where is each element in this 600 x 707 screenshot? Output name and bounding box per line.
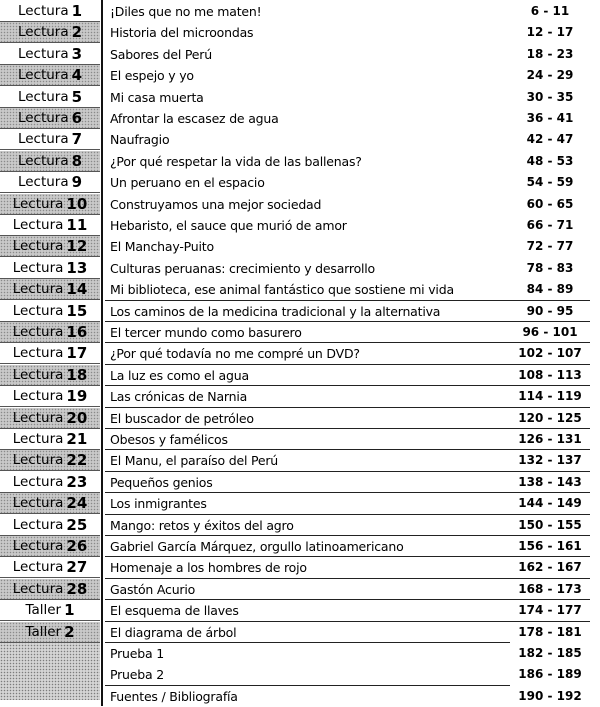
toc-row-label-word: Lectura (12, 217, 64, 233)
toc-row-label (0, 279, 100, 300)
toc-row-label-word: Lectura (12, 388, 64, 405)
toc-row (0, 600, 600, 621)
toc-row-title: Prueba 2 (110, 667, 164, 683)
toc-row-label-number: 24 (66, 494, 88, 513)
toc-row-label-number: 7 (71, 130, 83, 149)
toc-row-label-word: Lectura (17, 3, 69, 19)
toc-row-title: Prueba 1 (110, 646, 164, 661)
toc-row (0, 686, 600, 707)
toc-row-title: Un peruano en el espacio (110, 175, 265, 191)
toc-row-label-number: 17 (66, 344, 88, 363)
toc-row-label-number: 23 (66, 472, 88, 491)
toc-row (0, 365, 600, 386)
toc-row-title: Gastón Acurio (110, 581, 196, 597)
toc-row-label-number: 26 (66, 537, 88, 555)
toc-row-pages: 66 - 71 (526, 218, 574, 232)
toc-row-label-word: Lectura (12, 324, 64, 340)
toc-row (0, 429, 600, 450)
toc-row-label-word: Taller (25, 623, 62, 640)
toc-row-pages: 150 - 155 (518, 517, 582, 532)
toc-row-label (0, 87, 100, 108)
toc-row (0, 386, 600, 407)
toc-row (0, 258, 600, 279)
toc-row (0, 472, 600, 493)
toc-row-label (0, 65, 100, 86)
toc-row-label-word: Lectura (12, 238, 64, 255)
toc-row-label (0, 365, 100, 386)
toc-row-label (0, 343, 100, 364)
toc-row-label-word: Lectura (12, 345, 64, 362)
toc-row-label (0, 215, 100, 236)
toc-row (0, 215, 600, 236)
toc-row-label-word: Taller (25, 602, 62, 619)
toc-row-pages: 48 - 53 (526, 153, 574, 168)
toc-row (0, 579, 600, 600)
toc-row-label-word: Lectura (12, 281, 64, 298)
toc-row-label (0, 322, 100, 343)
toc-row-pages: 174 - 177 (518, 603, 582, 618)
toc-row-pages: 30 - 35 (526, 89, 574, 104)
toc-row-title: El buscador de petróleo (110, 410, 254, 426)
toc-row-pages: 42 - 47 (526, 132, 574, 147)
toc-row-pages: 84 - 89 (526, 282, 574, 297)
toc-row-pages: 60 - 65 (526, 196, 574, 211)
toc-row-label-number: 10 (66, 194, 88, 213)
toc-row-label-word: Lectura (12, 259, 64, 276)
toc-row (0, 279, 600, 300)
toc-row-title: Fuentes / Bibliografía (110, 688, 238, 704)
toc-row-pages: 114 - 119 (518, 389, 582, 404)
toc-row-pages: 96 - 101 (522, 325, 578, 339)
toc-row-title: Obesos y famélicos (110, 432, 228, 447)
toc-row-label-number: 2 (71, 23, 83, 42)
toc-row (0, 450, 600, 471)
toc-row-label-number: 11 (66, 216, 88, 234)
toc-row-label-word: Lectura (12, 366, 64, 383)
toc-row (0, 664, 600, 685)
toc-row-label (0, 536, 100, 557)
toc-row-label-number: 12 (66, 237, 88, 256)
toc-row-pages: 190 - 192 (518, 688, 582, 703)
toc-row-title: Homenaje a los hombres de rojo (110, 560, 307, 576)
toc-row-label-word: Lectura (17, 152, 69, 169)
toc-row-label-number: 25 (66, 515, 88, 534)
toc-row-label-number: 2 (64, 622, 75, 641)
toc-row-title: Gabriel García Márquez, orgullo latinoamericano (110, 539, 404, 554)
toc-row-label-word: Lectura (12, 495, 64, 512)
toc-row-title: Mi casa muerta (110, 89, 204, 105)
toc-row (0, 44, 600, 65)
toc-row (0, 65, 600, 86)
toc-row-pages: 120 - 125 (518, 410, 582, 425)
toc-row-title: Culturas peruanas: crecimiento y desarrollo (110, 260, 376, 276)
toc-row-label (0, 172, 100, 193)
toc-row-label-word: Lectura (12, 452, 64, 469)
toc-row-pages: 12 - 17 (526, 25, 574, 40)
toc-row-title: Afrontar la escasez de agua (110, 111, 279, 126)
toc-row-label (0, 622, 100, 643)
toc-row-pages: 78 - 83 (526, 260, 574, 275)
toc-row-label-word: Lectura (12, 473, 64, 490)
toc-row-label-word: Lectura (17, 67, 69, 84)
toc-row-pages: 72 - 77 (526, 239, 574, 254)
toc-row (0, 1, 600, 22)
toc-row-title: ¿Por qué todavía no me compré un DVD? (110, 346, 360, 362)
toc-row-label-number: 5 (71, 87, 83, 106)
toc-row-label-word: Lectura (17, 88, 69, 105)
toc-row-label-number: 6 (71, 109, 83, 127)
toc-row-label (0, 429, 100, 450)
toc-row-label (0, 472, 100, 493)
toc-row-title: ¿Por qué respetar la vida de las ballenas? (110, 153, 362, 169)
toc-row-label-word: Lectura (12, 580, 64, 597)
toc-row-label (0, 258, 100, 279)
toc-row-label-number: 1 (64, 601, 75, 620)
toc-row-title: Pequeños genios (110, 474, 213, 490)
toc-row-label (0, 515, 100, 536)
toc-row-label-number: 28 (66, 579, 88, 598)
toc-row-label-word: Lectura (12, 559, 64, 576)
toc-row-title: Los caminos de la medicina tradicional y la alternativa (110, 303, 441, 319)
toc-row-label-number: 8 (71, 151, 83, 170)
toc-row (0, 129, 600, 150)
toc-row (0, 22, 600, 43)
toc-row (0, 322, 600, 343)
toc-row (0, 643, 600, 664)
toc-row-label-number: 1 (71, 2, 83, 20)
toc-row-label-number: 16 (66, 323, 88, 341)
toc-row-pages: 178 - 181 (518, 624, 582, 639)
toc-row (0, 301, 600, 322)
toc-row-label-number: 22 (66, 451, 88, 470)
toc-row-title: La luz es como el agua (110, 367, 249, 383)
toc-row-label (0, 301, 100, 322)
toc-row-pages: 156 - 161 (518, 539, 582, 553)
toc-row-label-number: 15 (66, 301, 88, 320)
toc-row (0, 515, 600, 536)
toc-row-title: El tercer mundo como basurero (110, 325, 302, 340)
toc-row (0, 557, 600, 578)
toc-row-pages: 24 - 29 (526, 68, 574, 83)
toc-row (0, 236, 600, 257)
toc-row-label-word: Lectura (12, 195, 64, 212)
toc-row-label-number: 3 (71, 44, 83, 63)
toc-row-label-number: 13 (66, 258, 88, 277)
toc-row-label-number: 18 (66, 365, 88, 384)
toc-row-label-number: 21 (66, 430, 88, 448)
toc-row-title: El Manu, el paraíso del Perú (110, 453, 279, 469)
toc-row-pages: 168 - 173 (518, 581, 582, 596)
toc-row-title: Mi biblioteca, ese animal fantástico que sostiene mi vida (110, 282, 454, 298)
toc-row (0, 194, 600, 215)
toc-row (0, 172, 600, 193)
toc-row-label-word: Lectura (12, 409, 64, 426)
toc-row-pages: 18 - 23 (526, 46, 574, 61)
toc-row-title: El esquema de llaves (110, 603, 239, 619)
toc-row-title: El espejo y yo (110, 68, 194, 84)
toc-row-label (0, 450, 100, 471)
toc-row-label-number: 19 (66, 387, 88, 406)
toc-row (0, 408, 600, 429)
toc-row-pages: 108 - 113 (518, 367, 582, 382)
toc-row-label (0, 22, 100, 43)
toc-row-title: El Manchay-Puito (110, 239, 214, 255)
toc-row-title: Mango: retos y éxitos del agro (110, 517, 294, 533)
toc-row (0, 343, 600, 364)
toc-row-label-word: Lectura (12, 431, 64, 447)
toc-row-label-word: Lectura (12, 302, 64, 319)
toc-row-title: Construyamos una mejor sociedad (110, 196, 322, 212)
toc-row-title: Las crónicas de Narnia (110, 389, 248, 405)
toc-row-label-word: Lectura (12, 538, 64, 554)
toc-row-label (0, 44, 100, 65)
toc-row-label-word: Lectura (17, 24, 69, 41)
toc-row-label (0, 600, 100, 621)
toc-row-label-number: 27 (66, 558, 88, 577)
toc-row-label (0, 493, 100, 514)
toc-row (0, 87, 600, 108)
toc-row-label-word: Lectura (17, 45, 69, 62)
toc-row-label-word: Lectura (17, 174, 69, 191)
toc-row-pages: 54 - 59 (526, 175, 574, 190)
toc-row-label (0, 579, 100, 600)
toc-row-label (0, 236, 100, 257)
toc-row-label-word: Lectura (12, 516, 64, 533)
toc-row (0, 493, 600, 514)
toc-row-pages: 132 - 137 (518, 453, 582, 468)
toc-row (0, 622, 600, 643)
toc-row-pages: 90 - 95 (526, 303, 574, 318)
toc-row-label (0, 408, 100, 429)
toc-row-pages: 6 - 11 (530, 4, 570, 18)
toc-row-label (0, 108, 100, 129)
toc-row-pages: 182 - 185 (518, 646, 582, 660)
toc-row-label-number: 14 (66, 280, 88, 299)
toc-row-label-number: 20 (66, 408, 88, 427)
toc-row-label-word: Lectura (17, 131, 69, 148)
toc-row-label (0, 1, 100, 22)
toc-row-pages: 102 - 107 (518, 346, 582, 361)
toc-row-label (0, 386, 100, 407)
toc-row-title: Historia del microondas (110, 25, 254, 41)
toc-row-pages: 36 - 41 (526, 111, 574, 125)
toc-row-title: ¡Diles que no me maten! (110, 4, 262, 19)
toc-row-label (0, 557, 100, 578)
toc-row-label-word: Lectura (17, 110, 69, 126)
toc-row-label (0, 194, 100, 215)
toc-row-title: Sabores del Perú (110, 46, 212, 62)
toc-row (0, 536, 600, 557)
toc-row-label (0, 129, 100, 150)
toc-row-title: Hebaristo, el sauce que murió de amor (110, 218, 347, 233)
toc-row-label (0, 151, 100, 172)
toc-row-title: Naufragio (110, 132, 170, 148)
toc-row-pages: 186 - 189 (518, 667, 582, 682)
toc-row (0, 108, 600, 129)
toc-row-title: El diagrama de árbol (110, 624, 237, 640)
toc-row-pages: 162 - 167 (518, 560, 582, 575)
toc-row-label-number: 4 (71, 66, 83, 85)
toc-row-title: Los inmigrantes (110, 496, 207, 512)
toc-row-pages: 126 - 131 (518, 432, 582, 446)
toc-row (0, 151, 600, 172)
toc-row-pages: 144 - 149 (518, 496, 582, 511)
toc-row-label-number: 9 (71, 173, 83, 192)
toc-row-pages: 138 - 143 (518, 474, 582, 489)
